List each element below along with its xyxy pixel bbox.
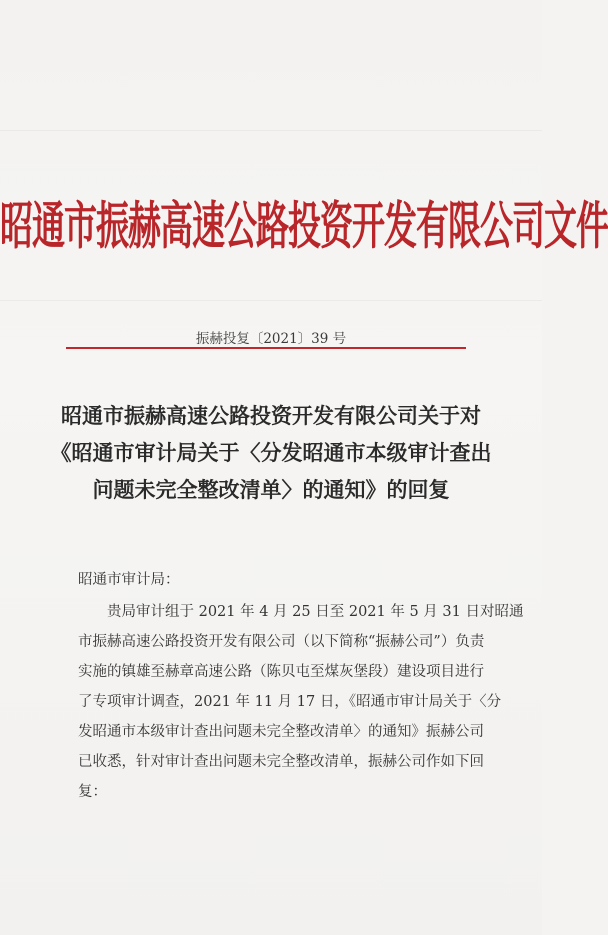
paper-fold-line [0,130,542,131]
issuer-header-title: 昭通市振赫高速公路投资开发有限公司文件 [0,195,608,256]
red-separator-rule [66,347,466,349]
subject-line: 昭通市振赫高速公路投资开发有限公司关于对 [61,404,481,428]
subject-line: 《昭通市审计局关于〈分发昭通市本级审计查出 [50,441,492,465]
body-line: 实施的镇雄至赫章高速公路（陈贝屯至煤灰堡段）建设项目进行 [78,664,484,680]
salutation: 昭通市审计局： [78,572,180,588]
document-number: 振赫投复〔2021〕39 号 [195,331,347,347]
body-line: 已收悉，针对审计查出问题未完全整改清单，振赫公司作如下回 [78,754,484,770]
body-line: 贵局审计组于 2021 年 4 月 25 日至 2021 年 5 月 31 日对昭通 [107,604,524,620]
body-line: 复： [78,784,107,800]
subject-line: 问题未完全整改清单〉的通知》的回复 [92,478,450,502]
body-paragraph [78,597,524,807]
document-subject [0,398,542,509]
body-line: 发昭通市本级审计查出问题未完全整改清单〉的通知》振赫公司 [78,724,484,740]
body-line: 了专项审计调查，2021 年 11 月 17 日，《昭通市审计局关于〈分 [78,694,502,710]
body-line: 市振赫高速公路投资开发有限公司（以下简称“振赫公司”）负责 [78,634,485,650]
paper-fold-line [0,300,542,301]
